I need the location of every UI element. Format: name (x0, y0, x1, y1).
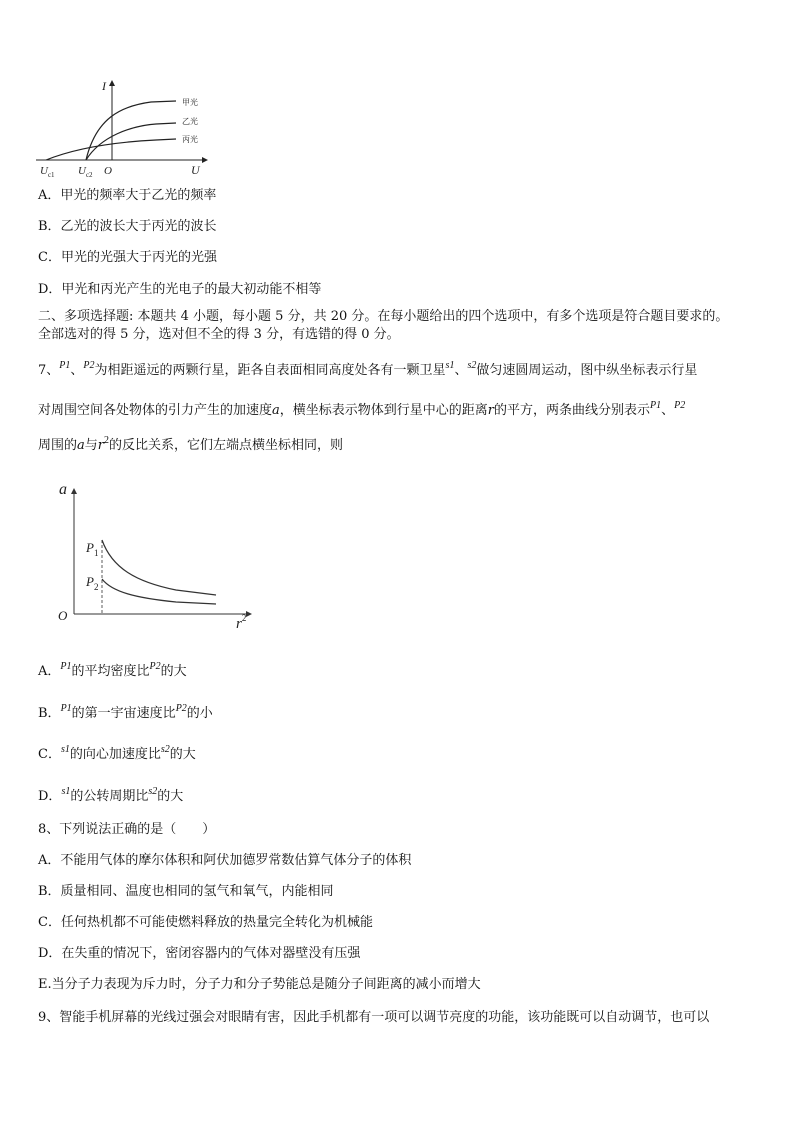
q9-stem: 9、智能手机屏幕的光线过强会对眼睛有害，因此手机都有一项可以调节亮度的功能，该功能既可以自动调节，也可以 (38, 1010, 710, 1025)
q8-stem: 8、下列说法正确的是（ ） (38, 822, 216, 837)
curve-label-p1: $P_1$ (86, 540, 99, 558)
curve-label-jia: 甲光 (182, 98, 198, 107)
curve-p1 (102, 540, 216, 595)
q6-option-c: C．甲光的光强大于丙光的光强 (38, 250, 217, 265)
y-axis-label: a (59, 481, 67, 498)
q7-stem-line1: 7、$^{P1}$、$^{P2}$为相距遥远的两颗行星，距各自表面相同高度处各有一颗卫星$^{s1}$、$^{s2}$做匀速圆周运动，图中纵坐标表示行星 (38, 360, 698, 378)
q7-option-a: A．$^{P1}$的平均密度比$^{P2}$的大 (38, 661, 187, 679)
q8-option-b: B．质量相同、温度也相同的氢气和氧气，内能相同 (38, 884, 334, 899)
q6-option-d: D．甲光和丙光产生的光电子的最大初动能不相等 (38, 282, 322, 297)
q7-stem-line3: 周围的a与$r^2$的反比关系，它们左端点横坐标相同，则 (38, 435, 344, 453)
origin-label: O (104, 165, 112, 177)
y-axis-label: I (102, 79, 106, 93)
q8-option-d: D．在失重的情况下，密闭容器内的气体对器壁没有压强 (38, 946, 361, 961)
x-axis-label: $r^2$ (236, 613, 247, 632)
section2-line2: 全部选对的得 5 分，选对但不全的得 3 分，有选错的得 0 分。 (38, 327, 400, 342)
q8-option-a: A．不能用气体的摩尔体积和阿伏加德罗常数估算气体分子的体积 (38, 853, 412, 868)
uc2-label: $U_{c2}$ (78, 165, 93, 179)
x-axis-label: U (191, 163, 200, 177)
q7-option-d: D．$^{s1}$的公转周期比$^{s2}$的大 (38, 786, 184, 804)
q8-option-e: E.当分子力表现为斥力时，分子力和分子势能总是随分子间距离的减小而增大 (38, 977, 481, 992)
section2-line1: 二、多项选择题: 本题共 4 小题，每小题 5 分，共 20 分。在每小题给出的四个选项中，有多个选项是符合题目要求的。 (38, 309, 729, 324)
curve-jia (86, 101, 176, 160)
curve-label-yi: 乙光 (182, 117, 198, 126)
acceleration-r2-graph (56, 478, 256, 632)
q6-option-a: A．甲光的频率大于乙光的频率 (38, 188, 217, 203)
photoelectric-iu-graph (36, 78, 216, 178)
uc1-label: $U_{c1}$ (40, 165, 55, 179)
origin-label: O (58, 608, 68, 623)
q6-option-b: B．乙光的波长大于丙光的波长 (38, 219, 217, 234)
curve-bing (46, 139, 176, 160)
q8-option-c: C．任何热机都不可能使燃料释放的热量完全转化为机械能 (38, 915, 373, 930)
curve-p2 (102, 579, 216, 604)
q7-stem-line2: 对周围空间各处物体的引力产生的加速度a，横坐标表示物体到行星中心的距离r的平方，两条曲线分别表示$^{P1}$、$^{P2}$ (38, 400, 686, 418)
q7-option-c: C．$^{s1}$的向心加速度比$^{s2}$的大 (38, 744, 196, 762)
curve-label-bing: 丙光 (182, 135, 198, 144)
q7-option-b: B．$^{P1}$的第一宇宙速度比$^{P2}$的小 (38, 703, 213, 721)
curve-label-p2: $P_2$ (86, 574, 99, 592)
